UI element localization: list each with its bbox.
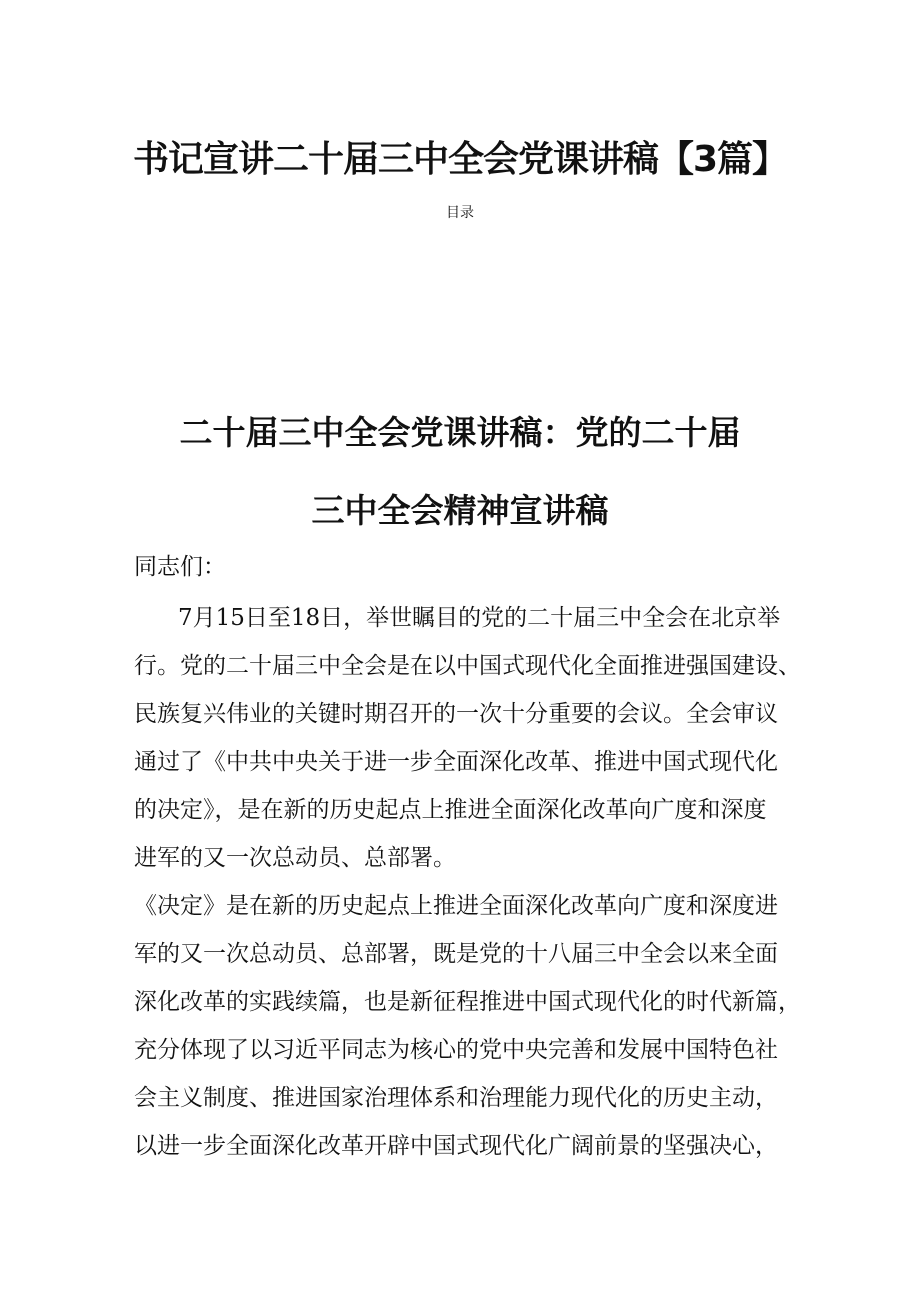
- section-title-line-2: 三中全会精神宣讲稿: [311, 491, 609, 530]
- paragraph-line: 7月15日至18日，举世瞩目的党的二十届三中全会在北京举: [178, 605, 781, 631]
- paragraph-line: 进军的又一次总动员、总部署。: [134, 845, 456, 871]
- paragraph-line: 《决定》是在新的历史起点上推进全面深化改革向广度和深度进: [134, 893, 778, 919]
- paragraph-line: 军的又一次总动员、总部署，既是党的十八届三中全会以来全面: [134, 941, 778, 967]
- paragraph-line: 充分体现了以习近平同志为核心的党中央完善和发展中国特色社: [134, 1037, 778, 1063]
- paragraph-line: 的决定》，是在新的历史起点上推进全面深化改革向广度和深度: [134, 797, 767, 823]
- document-title: 书记宣讲二十届三中全会党课讲稿【3篇】: [132, 139, 788, 180]
- paragraph-line: 以进一步全面深化改革开辟中国式现代化广阔前景的坚强决心，: [134, 1133, 778, 1159]
- greeting: 同志们：: [134, 554, 226, 580]
- table-of-contents-label: 目录: [446, 205, 474, 221]
- paragraph-line: 行。党的二十届三中全会是在以中国式现代化全面推进强国建设、: [134, 653, 801, 679]
- paragraph-line: 民族复兴伟业的关键时期召开的一次十分重要的会议。全会审议: [134, 701, 778, 727]
- paragraph-line: 通过了《中共中央关于进一步全面深化改革、推进中国式现代化: [134, 749, 778, 775]
- paragraph-2: [134, 893, 801, 1182]
- section-title-line-1: 二十届三中全会党课讲稿：党的二十届: [179, 413, 741, 452]
- paragraph-1: [134, 605, 801, 894]
- paragraph-line: 深化改革的实践续篇，也是新征程推进中国式现代化的时代新篇，: [134, 989, 801, 1015]
- paragraph-line: 会主义制度、推进国家治理体系和治理能力现代化的历史主动，: [134, 1085, 778, 1111]
